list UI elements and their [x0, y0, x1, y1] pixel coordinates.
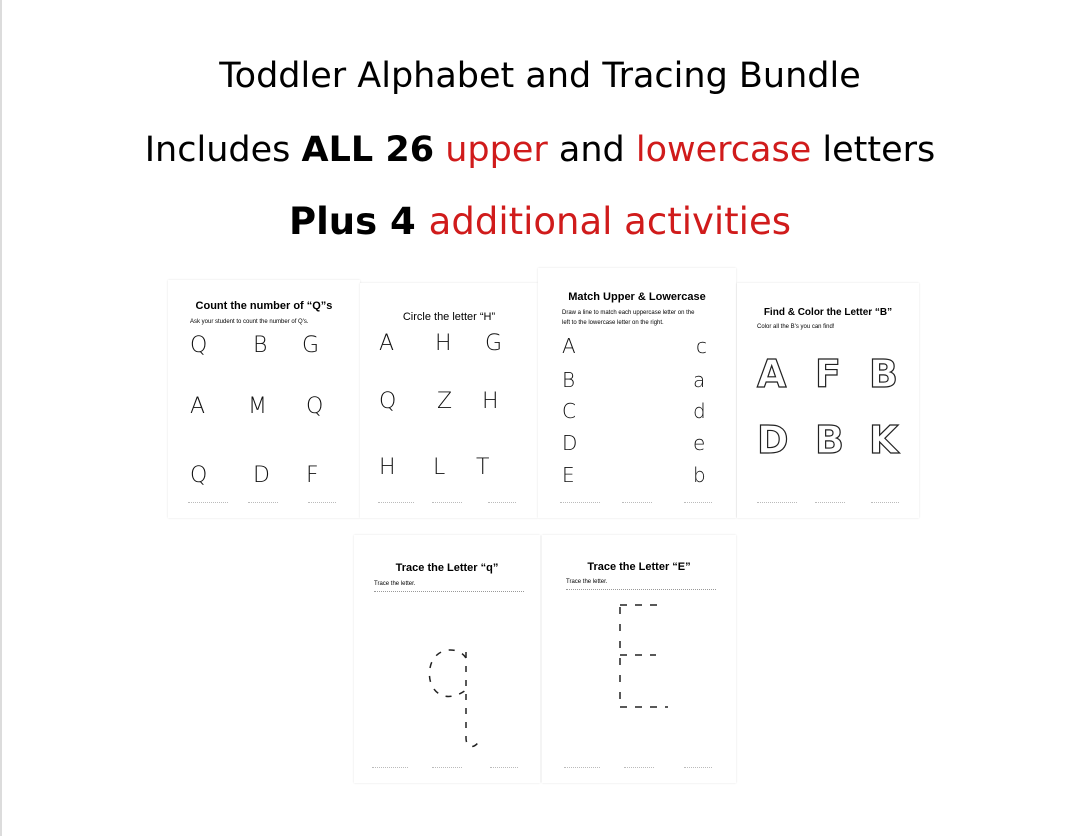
title-line-2	[0, 130, 1080, 170]
uppercase-letter: B	[562, 368, 576, 392]
worksheet-footer	[737, 502, 919, 508]
and-text: and	[547, 130, 636, 170]
letter: H	[482, 389, 499, 414]
outline-letter: F	[815, 352, 841, 396]
letter: G	[485, 331, 503, 356]
letter: Q	[190, 333, 208, 358]
letter: H	[379, 455, 396, 480]
worksheet-footer	[542, 767, 736, 773]
letter: A	[190, 394, 206, 419]
title-line-3	[0, 200, 1080, 243]
worksheet-title: Circle the letter “H”	[402, 311, 496, 323]
outline-letter: B	[815, 418, 844, 462]
uppercase-letter: E	[562, 463, 575, 487]
left-border	[0, 0, 2, 836]
uppercase-letter: D	[562, 431, 578, 455]
circle-h-worksheet	[360, 283, 538, 518]
lowercase-letter: c	[696, 334, 707, 358]
worksheet-footer	[354, 767, 540, 773]
letter: B	[253, 333, 268, 358]
letter: A	[379, 331, 395, 356]
letters-text: letters	[811, 130, 936, 170]
title-line-1	[0, 56, 1080, 96]
letter: F	[306, 463, 319, 488]
letter: G	[302, 333, 320, 358]
lowercase-letter: a	[693, 368, 706, 392]
includes-text: Includes	[144, 130, 302, 170]
letter: Z	[437, 389, 453, 414]
letter: Q	[306, 394, 324, 419]
outline-letter: K	[869, 418, 899, 462]
worksheet-note	[566, 589, 716, 590]
worksheet-title: Count the number of “Q”s	[195, 300, 333, 312]
worksheet-footer	[168, 502, 360, 508]
worksheet-instructions-2: left to the lowercase letter on the right.	[562, 320, 664, 326]
worksheet-instructions: Ask your student to count the number of Q's.	[190, 319, 309, 325]
dashed-q-tracing	[414, 640, 494, 760]
worksheet-instructions: Color all the B's you can find!	[757, 324, 835, 330]
uppercase-letter: A	[562, 334, 576, 358]
letter: D	[253, 463, 270, 488]
match-upper-lowercase-worksheet	[538, 268, 736, 518]
worksheet-title: Trace the Letter “E”	[587, 561, 691, 573]
lowercase-letter: e	[693, 431, 706, 455]
lowercase-text: lowercase	[635, 130, 812, 170]
worksheet-title: Find & Color the Letter “B”	[763, 307, 893, 318]
worksheet-instructions-1: Draw a line to match each uppercase letter on the	[562, 310, 695, 316]
worksheet-instructions: Trace the letter.	[374, 581, 416, 587]
additional-activities-text: additional activities	[428, 200, 791, 243]
dashed-e-tracing	[612, 597, 692, 717]
lowercase-letter: d	[693, 399, 706, 423]
title-text: Toddler Alphabet and Tracing Bundle	[219, 56, 861, 96]
count-q-worksheet	[168, 280, 360, 518]
worksheet-title: Match Upper & Lowercase	[568, 291, 706, 303]
worksheet-footer	[360, 502, 538, 508]
letter: T	[476, 455, 490, 480]
lowercase-letter: b	[693, 463, 706, 487]
worksheet-title: Trace the Letter “q”	[395, 562, 499, 574]
letter: H	[435, 331, 452, 356]
letter: L	[433, 455, 446, 480]
worksheet-note	[374, 591, 524, 592]
outline-letter: A	[757, 352, 787, 396]
worksheet-instructions: Trace the letter.	[566, 579, 608, 585]
trace-q-worksheet	[354, 535, 540, 783]
letter: Q	[190, 463, 208, 488]
trace-e-worksheet	[542, 535, 736, 783]
uppercase-letter: C	[562, 399, 576, 423]
worksheet-footer	[538, 502, 736, 508]
upper-text: upper	[445, 130, 548, 170]
outline-letter: D	[757, 418, 789, 462]
all-26-text: ALL 26	[301, 130, 435, 170]
outline-letter: B	[869, 352, 898, 396]
find-color-b-worksheet	[737, 283, 919, 518]
plus-4-text: Plus 4	[289, 200, 429, 243]
letter: Q	[379, 389, 397, 414]
letter: M	[248, 394, 267, 419]
